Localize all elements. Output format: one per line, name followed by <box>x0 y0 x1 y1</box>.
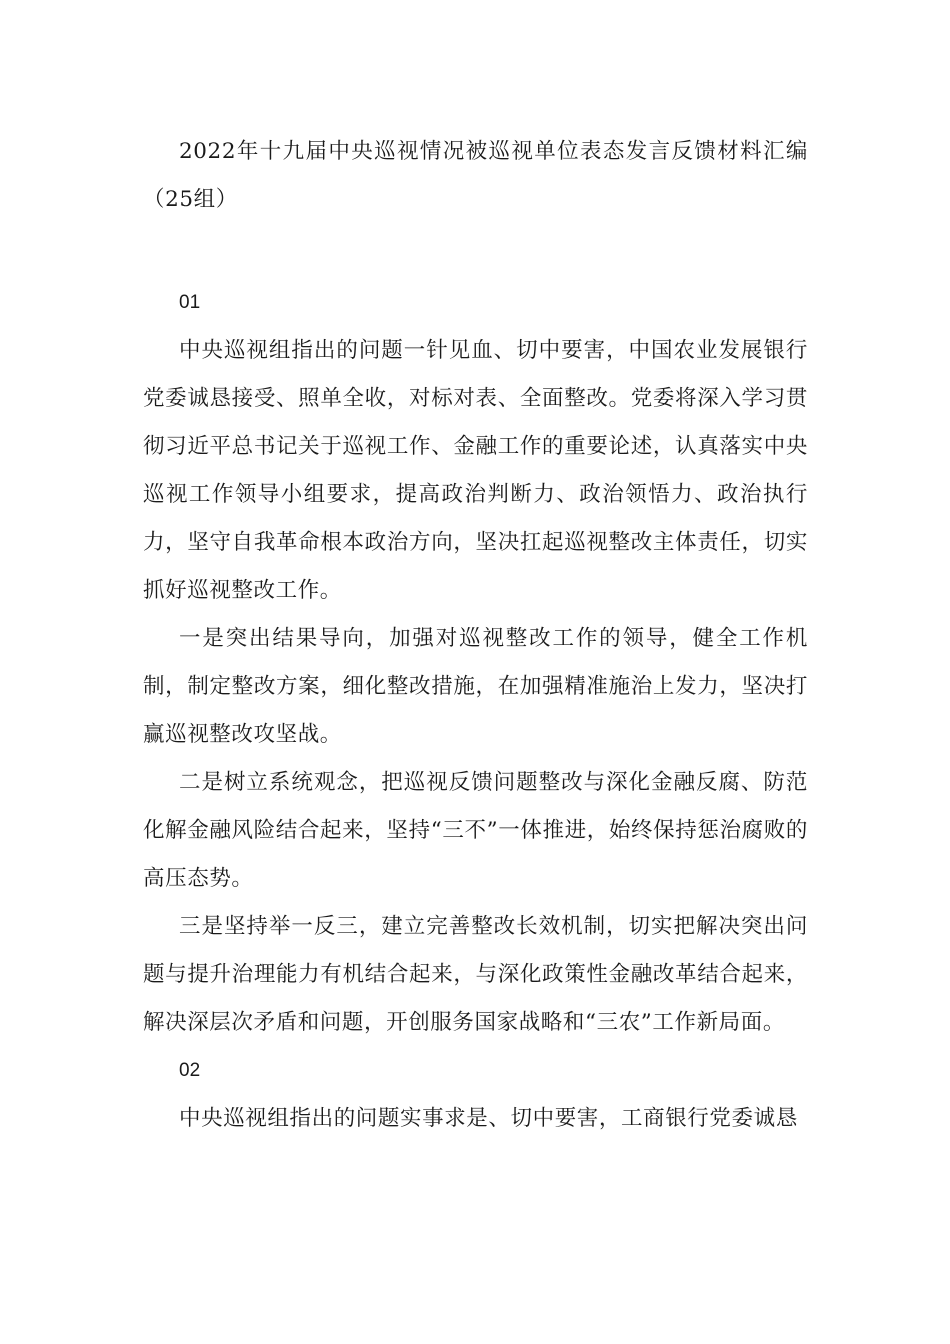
section-01-paragraph-4: 三是坚持举一反三，建立完善整改长效机制，切实把解决突出问题与提升治理能力有机结合起来，与深化政策性金融改革结合起来，解决深层次矛盾和问题，开创服务国家战略和“三农”工作新局面。 <box>143 914 808 1035</box>
section-number-01: 01 <box>179 292 201 313</box>
section-01-paragraph-3: 二是树立系统观念，把巡视反馈问题整改与深化金融反腐、防范化解金融风险结合起来，坚持“三不”一体推进，始终保持惩治腐败的高压态势。 <box>143 770 808 891</box>
section-01-paragraph-2: 一是突出结果导向，加强对巡视整改工作的领导，健全工作机制，制定整改方案，细化整改措施，在加强精准施治上发力，坚决打赢巡视整改攻坚战。 <box>143 626 808 747</box>
section-02-paragraph-1: 中央巡视组指出的问题实事求是、切中要害，工商银行党委诚恳 <box>179 1106 798 1131</box>
section-number-02: 02 <box>179 1060 201 1081</box>
section-01-paragraph-1: 中央巡视组指出的问题一针见血、切中要害，中国农业发展银行党委诚恳接受、照单全收，对标对表、全面整改。党委将深入学习贯彻习近平总书记关于巡视工作、金融工作的重要论述，认真落实中央巡视工作领导小组要求，提高政治判断力、政治领悟力、政治执行力，坚守自我革命根本政治方向，坚决扛起巡视整改主体责任，切实抓好巡视整改工作。 <box>143 338 808 603</box>
document-page <box>143 128 808 1143</box>
document-title: 2022年十九届中央巡视情况被巡视单位表态发言反馈材料汇编（25组） <box>143 139 808 212</box>
